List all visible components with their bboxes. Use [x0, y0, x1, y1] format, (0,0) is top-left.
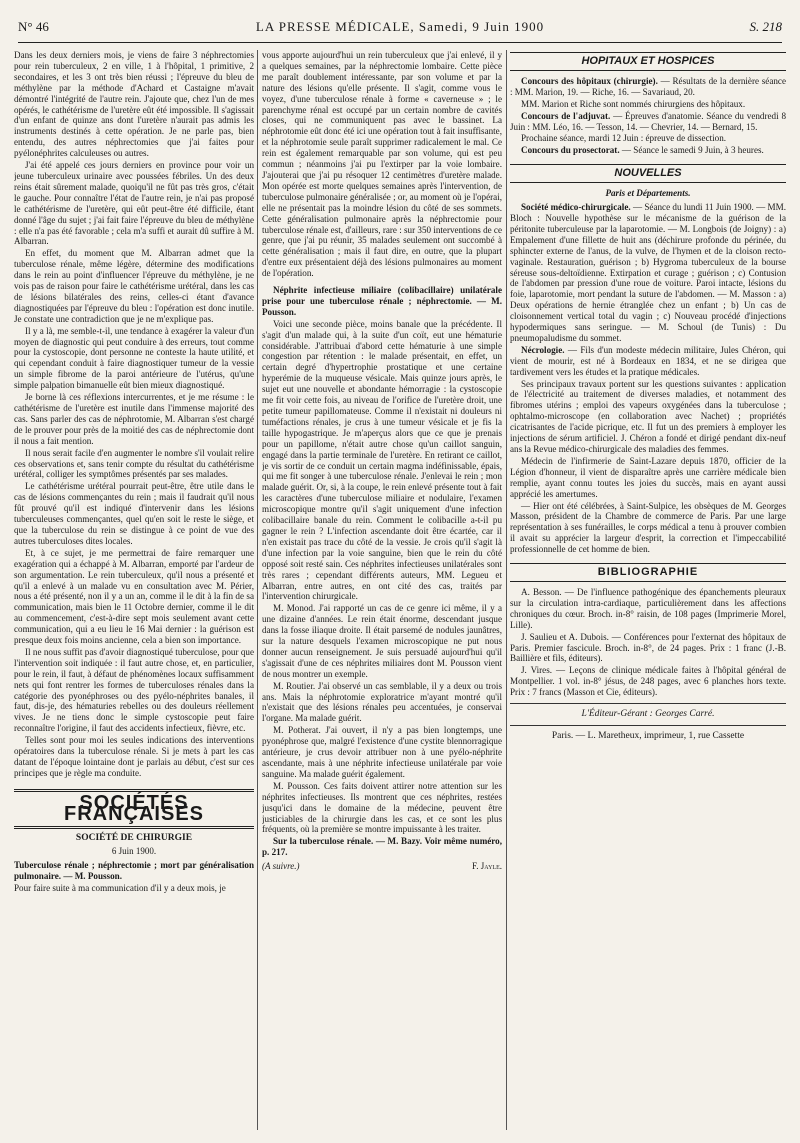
society-title: SOCIÉTÉ DE CHIRURGIE [75, 832, 193, 843]
paragraph: Telles sont pour moi les seules indications des interventions opératoires dans la tuberculose rénale. Si je mets à part les cas datant de l'époque lointaine dont je parlais au début, c'est sur ces principes que je règle ma conduite. [14, 735, 254, 778]
author-signature: F. Jayle. [472, 861, 502, 872]
column-2 [262, 50, 502, 1130]
item-text: — Fils d'un modeste médecin militaire, Jules Chéron, qui vient de mourir, est né à Bordeaux en 1834, et ne se dirigea que tardivement vers les études et la pratique médicales. [510, 344, 786, 377]
subsection-heading: Paris et Départements. [605, 188, 691, 199]
column-divider [257, 50, 258, 1130]
printer-line: Paris. — L. Maretheux, imprimeur, 1, rue Cassette [551, 730, 745, 741]
paragraph: M. Potherat. J'ai ouvert, il n'y a pas bien longtemps, une pyonéphrose que, malgré l'existence d'une cystite blennorragique antérieure, je crus devoir attribuer non à une pyélo-néphrite ascendante, mais à une néphrite infectieuse unilatérale par voie sanguine. Ma malade guérit également. [262, 725, 502, 779]
news-item [510, 202, 786, 344]
news-item [510, 111, 786, 133]
news-item [510, 145, 786, 156]
item-title: Concours de l'adjuvat. [521, 110, 611, 121]
column-1 [14, 50, 254, 1130]
item-title: Concours du prosectorat. [521, 145, 620, 156]
paragraph: Voici une seconde pièce, moins banale que la précédente. Il s'agit d'un malade qui, à la suite d'un coït, eut une hématurie considérable. J'attribuai d'abord cette hématurie à une simple congestion par rétention : le malade présentait, en effet, un certain degré d'hypertrophie prostatique et une certaine hyperémie de la muqueuse vésicale. Mais quinze jours après, le sujet eut une nouvelle et abondante hémorragie : la cystoscopie me fit voir cette fois, au niveau de l'orifice de l'uretère droit, une petite tumeur papillomateuse. Comme il n'existait ni douleurs ni tuméfactions rénales, je crus à une tumeur vésicale et je fis la taille hypogastrique. Je m'aperçus alors que ce que je prenais pour un papillome, n'était autre chose qu'un caillot sanguin, engagé dans la partie terminale de l'uretère. En retirant ce caillot, je vis sortir de ce conduit un certain magma indéfinissable, épais, qui me fit songer à une tuberculose rénale. J'enlevai le rein ; mon malade guérit. Or, si, à la coupe, le rein enlevé présente tout à fait les caractères d'une tuberculose miliaire et nodulaire, l'examen microscopique montre qu'il s'agit uniquement d'une infection colibacillaire banale du rein. Comment le colibacille a-t-il pu gagner le rein ? L'infection ascendante doit être écartée, car il n'en existait pas trace du côté de la vessie. Je crois qu'il s'agit là d'une infection par la voie sanguine, bien que le rein du côté opposé soit resté sain. Ces néphrites infectieuses unilatérales sont très rares ; cependant différents auteurs, MM. Legueu et Albarran, entre autres, en ont cité des cas, traités par l'intervention chirurgicale. [262, 318, 502, 602]
issue-number: N° 46 [18, 19, 49, 34]
header-rule [18, 42, 782, 43]
section-heading-hopitaux: HOPITAUX ET HOSPICES [510, 52, 786, 71]
paragraph: Ses principaux travaux portent sur les questions suivantes : application de l'électricité au traitement de diverses maladies, et notamment des fibromes utérins ; emploi des vapeurs oxygénées dans la tuberculose ; ophtalmo-microscope (en collaboration avec Nachet) ; propriétés cicatrisantes de l'acide picrique, etc. Il fut un des premiers à employer les injections de sérum artificiel. J. Chéron a fondé et dirigé pendant dix-neuf ans la Revue médico-chirurgicale des maladies des femmes. [510, 378, 786, 454]
paragraph: J'ai été appelé ces jours derniers en province pour voir un jeune tuberculeux urinaire avec poussées fébriles. Un des deux reins était sûrement malade, quoiqu'il ne fût pas très gros, c'était le gauche. Pour connaître l'état de l'autre rein, je n'ai pas proposé le cathétérisme de l'uretère, qui eût peut-être été difficile, étant donné l'âge du sujet ; j'ai fait faire l'épreuve du bleu de méthylène : elle n'a pas été favorable ; cela m'a suffi et aurait dû suffire à M. Albarran. [14, 160, 254, 247]
paragraph: En effet, du moment que M. Albarran admet que la tuberculose rénale, même légère, détermine des modifications dans le rein au point d'influencer l'épreuve du méthylène, je ne vois pas de raison pour faire le cathétérisme urétéral, dans les cas de lésions bilatérales des reins, celles-ci étant d'avance diagnostiquées par l'épreuve du bleu : l'opération est donc inutile. Je constate une contradiction que je ne m'explique pas. [14, 248, 254, 324]
paragraph: MM. Marion et Riche sont nommés chirurgiens des hôpitaux. [521, 98, 746, 109]
paragraph: M. Routier. J'ai observé un cas semblable, il y a deux ou trois ans. Mais la néphrotomie exploratrice m'ayant montré qu'il n'existait que des lésions rénales peu accentuées, je conservai l'organe. Ma malade guérit. [262, 680, 502, 724]
item-text: — Résultats de la dernière séance : MM. Marion, 19. — Riche, 16. — Savariaud, 20. [510, 75, 786, 97]
bibliography-entry: J. Vires. — Leçons de clinique médicale faites à l'hôpital général de Montpellier. 1 vol. in-8° jésus, de 248 pages, avec 6 planches hors texte. Prix : 7 francs (Masson et Cie, éditeurs). [510, 665, 786, 698]
paragraph: vous apporte aujourd'hui un rein tuberculeux que j'ai enlevé, il y a quelques semaines, par la néphrectomie lombaire. Cette pièce me paraît doublement intéressante, par son volume et par la nature des lésions qu'elle présente. Il s'agit, comme vous le voyez, d'une tuberculose rénale à forme « caverneuse » ; le parenchyme rénal est occupé par un certain nombre de cavités closes, qui ne communiquent pas avec le bassinet. La néphrotomie eût donc été ici une opération tout à fait insuffisante, et la néphrotomie seule paraît supprimer radicalement le mal. Ce rein est également remarquable par son volume, qui est peu commun ; néanmoins j'ai pu l'extirper par la voie lombaire. J'ajouterai que j'ai pu résoquer 12 centimètres d'uretère malade. Mon opérée est morte quelques semaines après l'intervention, de tuberculose pulmonaire généralisée ; or, au moment où je l'opérai, elle ne présentait pas la moindre lésion du côté de ses sommets. Cette généralisation pulmonaire après la néphrectomie pour tuberculose rénale est, d'ailleurs, rare : sur 350 interventions de ce genre, que j'ai pu réunir, 35 malades seulement ont succombé à cette généralisation ; mais il faut dire, en outre, que la plupart d'entre eux présentaient déjà des lésions pulmonaires au moment de l'opération. [262, 50, 502, 279]
section-title: SOCIÉTÉS FRANÇAISES [14, 789, 254, 829]
to-be-continued: (A suivre.) [262, 861, 300, 872]
paragraph: Il ne nous suffit pas d'avoir diagnostiqué tuberculose, pour que l'intervention soit indiquée : il faut autre chose, et, en particulier, pour le rein, il faut, à défaut de phénomènes locaux suffisamment nets qui font rentrer les formes de tuberculoses rénales dans la catégorie des pyonéphroses ou des pyélo-néphrites banales, il faut, dis-je, des hématuries rebelles ou des douleurs réellement vives. Je ne tiens donc le simple cystoscopie peut faire reconnaître l'origine, il faut des accidents infectieux, fièvre, etc. [14, 646, 254, 734]
item-title: Concours des hôpitaux (chirurgie). [521, 75, 658, 86]
paragraph: — Hier ont été célébrées, à Saint-Sulpice, les obsèques de M. Georges Masson, président de la Chambre de commerce de Paris. Par une large représentation à ses funérailles, le corps médical a tenu à prouver combien il avait su apprécier la largeur d'esprit, la correction et l'impeccabilité professionnelle de cet homme de bien. [510, 500, 786, 555]
page-number: S. 218 [749, 19, 782, 34]
divider [510, 725, 786, 726]
bibliography-entry: J. Saulieu et A. Dubois. — Conférences pour l'externat des hôpitaux de Paris. Premier fascicule. Broch. in-8°, de 24 pages. Prix : 1 franc (J.-B. Baillière et fils, éditeurs). [510, 631, 786, 664]
page-header [18, 14, 782, 40]
section-heading-bibliographie: BIBLIOGRAPHIE [510, 563, 786, 582]
item-title: Nécrologie. [521, 344, 565, 355]
item-title: Société médico-chirurgicale. [521, 202, 631, 213]
paragraph: Il y a là, me semble-t-il, une tendance à exagérer la valeur d'un moyen de diagnostic qui peut conduire à des erreurs, tout comme pour la cystoscopie, dont personne ne conteste la haute utilité, et qui cependant conduit à faire diagnostiquer tumeur de la vessie un simple fibrome de la paroi antérieure de l'utérus, qu'une simple palpation bimanuelle eût bien mieux diagnostiqué. [14, 325, 254, 391]
divider [510, 703, 786, 704]
paragraph: M. Pousson. Ces faits doivent attirer notre attention sur les néphrites infectieuses. Ils montrent que ces néphrites, restées jusqu'ici dans le domaine de la médecine, peuvent être justiciables de la chirurgie dans les cas, et ce sont les plus fréquents, où la première se montre impuissante à les traiter. [262, 780, 502, 835]
paragraph: Je borne là ces réflexions intercurrentes, et je me résume : le cathétérisme de l'uretère est inutile dans l'immense majorité des cas. Sans parler des cas de néphrotomie, M. Albarran s'est chargé de le prouver pour près de la moitié des cas de néphrectomie dont il nous a fait mention. [14, 392, 254, 446]
session-date: 6 Juin 1900. [111, 845, 157, 856]
paragraph: Le cathétérisme urétéral pourrait peut-être, être utile dans le cas de lésions commençantes du rein ; mais il faudrait qu'il nous fût prouvé qu'il est indiqué d'intervenir dans les lésions tuberculeuses commençantes, quel qu'en soit le reste le siège, et que la tuberculose du rein se distingue à ce point de vue des autres tuberculoses dites locales. [14, 481, 254, 546]
item-text: — Séance le samedi 9 Juin, à 3 heures. [621, 145, 764, 156]
paragraph: Il nous serait facile d'en augmenter le nombre s'il voulait relire ces observations et, sans tenir compte du résultat du cathétérisme urétéral, colliger les symptômes présentés par ses malades. [14, 447, 254, 480]
column-3 [510, 50, 786, 1130]
paragraph: Dans les deux derniers mois, je viens de faire 3 néphrectomies pour rein tuberculeux, 2 en ville, 1 à l'hôpital, 1 primitive, 2 secondaires, et les 3 ont très bien réussi ; l'épreuve du bleu de méthylène par la méthode d'Achard et Castaigne m'avait démontré l'intégrité de l'autre rein. J'ajoute que, chez l'un de mes opérés, le cathétérisme de l'uretère eût été impossible. Il s'agissait d'un enfant de quinze ans dont l'uretère n'aurait pas admis les instruments destinés à cette opération. Je ne parle pas, bien entendu, des autres néphrectomies que j'ai faites pour pyélonéphrites calculeuses ou autres. [14, 50, 254, 159]
bibliography-entry: A. Besson. — De l'influence pathogénique des épanchements pleuraux sur la circulation intra-cardiaque, particulièrement dans les affections chroniques du cœur. Broch. in-8° raisin, de 108 pages (Imprimerie Morel, Lille). [510, 586, 786, 630]
item-text: — Séance du lundi 11 Juin 1900. — MM. Bloch : Nouvelle hypothèse sur le mécanisme de la guérison de la péritonite tuberculeuse par la laparotomie. — M. Longbois (de Joigny) : a) Empalement d'une fillette de huit ans (déchirure profonde du périnée, du sphincter externe de l'anus, de la vulve, de l'hymen et de la cloison recto-vaginale. Restauration, guérison ; b) Hygroma tuberculeux de la bourse séreuse sous-deltoïdienne. Extirpation et curage ; guérison ; c) Contusion de l'abdomen par pression d'une roue de voiture. Paroi intacte, lésions du foie, laparotomie, mort pendant la suture de l'abdomen. — M. Masson : a) Deux opérations de hernie étranglée chez un enfant ; b) Un cas de cloisonnement vertical total du vagin ; c) Nouveau procédé d'injections hypodermiques sans seringue. — M. Schoul (de Tunis) : Du pneumopaludisme du sommet. [510, 202, 786, 343]
paragraph: M. Monod. J'ai rapporté un cas de ce genre ici même, il y a une dizaine d'années. Le rein était énorme, descendant jusque dans la fosse iliaque droite. Il était parsemé de nodules jaunâtres, sur la nature desquels l'examen microscopique ne put nous donner aucun renseignement. Je suis persuadé aujourd'hui qu'il s'agissait d'une de ces néphrites miliaires dont M. Pousson vient de nous montrer un exemple. [262, 603, 502, 679]
section-heading-nouvelles: NOUVELLES [510, 164, 786, 183]
journal-title: LA PRESSE MÉDICALE, Samedi, 9 Juin 1900 [255, 19, 545, 34]
paragraph: Prochaine séance, mardi 12 Juin : épreuve de dissection. [521, 133, 727, 144]
column-divider [506, 50, 507, 1130]
paragraph: Médecin de l'infirmerie de Saint-Lazare depuis 1870, officier de la Légion d'honneur, il vient de disparaître après une carrière médicale bien remplie, ayant connu toutes les joies du succès, mais en ayant aussi apprécié les amertumes. [510, 455, 786, 499]
item-text: — Épreuves d'anatomie. Séance du vendredi 8 Juin : MM. Léo, 16. — Tesson, 14. — Chevrier, 14. — Bernard, 15. [510, 110, 786, 132]
article-heading: Tuberculose rénale ; néphrectomie ; mort par généralisation pulmonaire. — M. Pousson. [14, 860, 254, 882]
news-item [510, 76, 786, 98]
paragraph: Sur la tuberculose rénale. — M. Bazy. Voir même numéro, p. 217. [262, 836, 502, 858]
article-heading: Néphrite infectieuse miliaire (colibacillaire) unilatérale prise pour une tuberculose rénale ; néphrectomie. — M. Pousson. [262, 285, 502, 317]
paragraph: Et, à ce sujet, je me permettrai de faire remarquer une exagération qui a échappé à M. Albarran, emporté par l'ardeur de son argumentation. Le rein tuberculeux, qu'il nous a présenté et qu'il a enlevé à un malade vu en consultation avec M. Périer, nous a été présenté, non il y a un an, comme il le dit à la fin de sa communication, mais bien le 11 Octobre dernier, comme il le dit au commencement, c'est-à-dire sept mois seulement avant cette communication, qui a eu lieu le 16 Mai dernier : la guérison est presque deux fois moins ancienne, cela a bien son importance. [14, 547, 254, 646]
signature-line [262, 861, 502, 872]
news-item [510, 345, 786, 378]
editor-line: L'Éditeur-Gérant : Georges Carré. [581, 709, 715, 720]
paragraph: Pour faire suite à ma communication d'il y a deux mois, je [14, 883, 226, 894]
